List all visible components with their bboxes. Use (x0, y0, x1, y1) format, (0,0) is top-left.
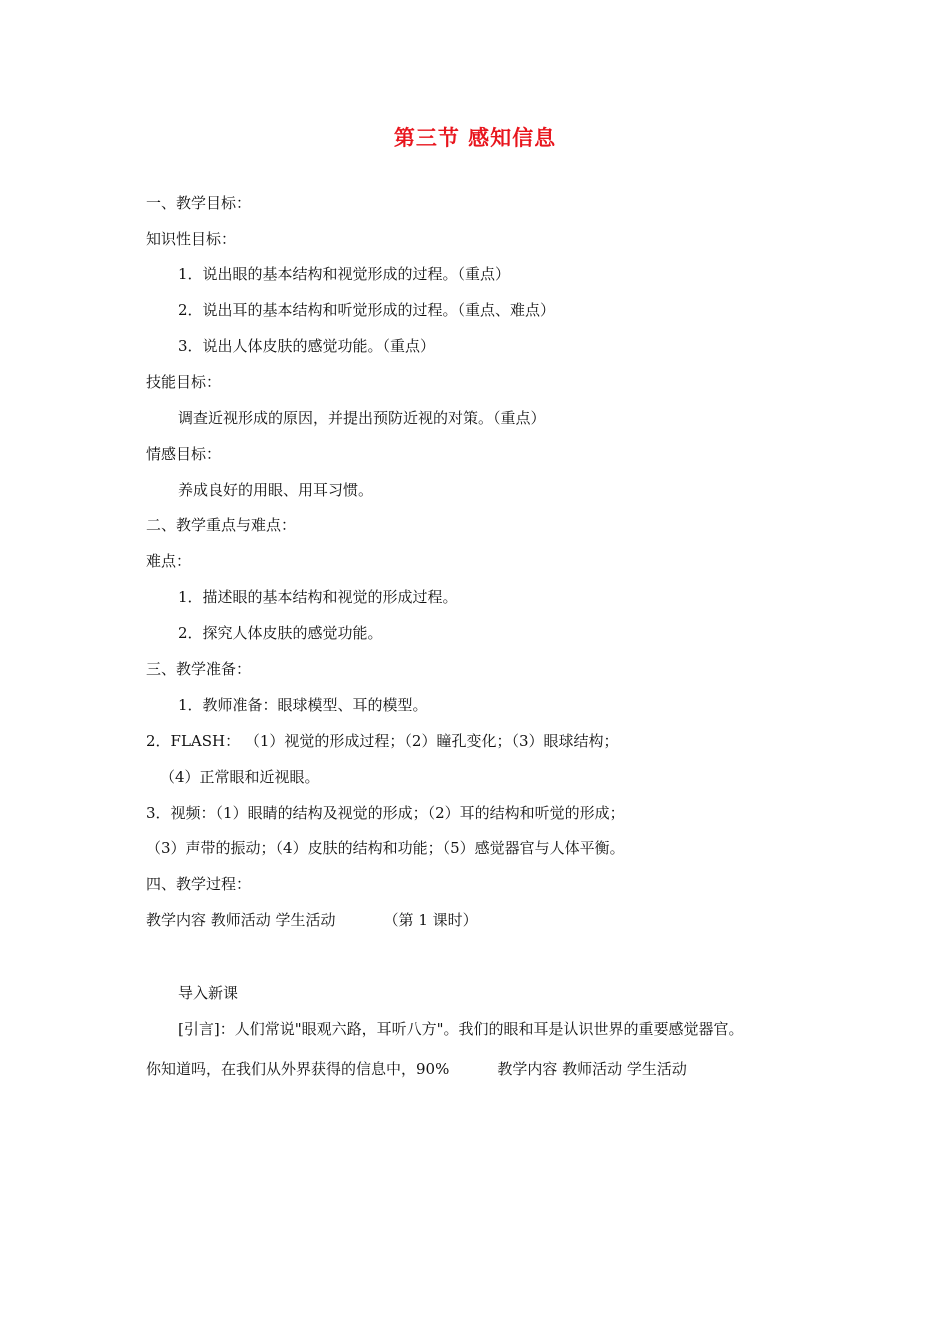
table-header-labels: 教学内容 教师活动 学生活动 (146, 911, 336, 929)
preparation-item-2-cont: （4）正常眼和近视眼。 (160, 768, 320, 786)
subheading-difficulties: 难点： (146, 552, 192, 570)
difficulty-item-2: 2．探究人体皮肤的感觉功能。 (178, 624, 383, 642)
section-heading-objectives: 一、教学目标： (146, 194, 252, 212)
intro-heading: 导入新课 (178, 984, 239, 1002)
section-heading-process: 四、教学过程： (146, 875, 252, 893)
lesson-period-label: （第 1 课时） (383, 911, 478, 929)
subheading-emotion-objectives: 情感目标： (146, 445, 222, 463)
knowledge-item-2: 2．说出耳的基本结构和听觉形成的过程。（重点、难点） (178, 301, 556, 319)
intro-question: 你知道吗，在我们从外界获得的信息中，90% (146, 1060, 450, 1078)
section-heading-key-points: 二、教学重点与难点： (146, 516, 297, 534)
skill-item: 调查近视形成的原因，并提出预防近视的对策。（重点） (178, 409, 546, 427)
intro-quote: [引言]：人们常说"眼观六路，耳听八方"。我们的眼和耳是认识世界的重要感觉器官。 (178, 1020, 744, 1038)
section-heading-preparation: 三、教学准备： (146, 660, 252, 678)
subheading-skill-objectives: 技能目标： (146, 373, 222, 391)
intro-question-row (146, 1059, 687, 1079)
preparation-item-2: 2．FLASH： （1）视觉的形成过程；（2）瞳孔变化；（3）眼球结构； (146, 732, 619, 750)
difficulty-item-1: 1．描述眼的基本结构和视觉的形成过程。 (178, 588, 458, 606)
knowledge-item-3: 3．说出人体皮肤的感觉功能。（重点） (178, 337, 436, 355)
preparation-item-3: 3．视频：（1）眼睛的结构及视觉的形成；（2）耳的结构和听觉的形成； (146, 804, 625, 822)
page-title: 第三节 感知信息 (393, 126, 557, 150)
knowledge-item-1: 1．说出眼的基本结构和视觉形成的过程。（重点） (178, 265, 511, 283)
subheading-knowledge-objectives: 知识性目标： (146, 230, 237, 248)
preparation-item-3-cont: （3）声带的振动；（4）皮肤的结构和功能；（5）感觉器官与人体平衡。 (146, 839, 625, 857)
emotion-item: 养成良好的用眼、用耳习惯。 (178, 481, 374, 499)
table-header-row (146, 910, 478, 930)
table-header-labels-repeat: 教学内容 教师活动 学生活动 (497, 1060, 687, 1078)
preparation-item-1: 1．教师准备：眼球模型、耳的模型。 (178, 696, 428, 714)
